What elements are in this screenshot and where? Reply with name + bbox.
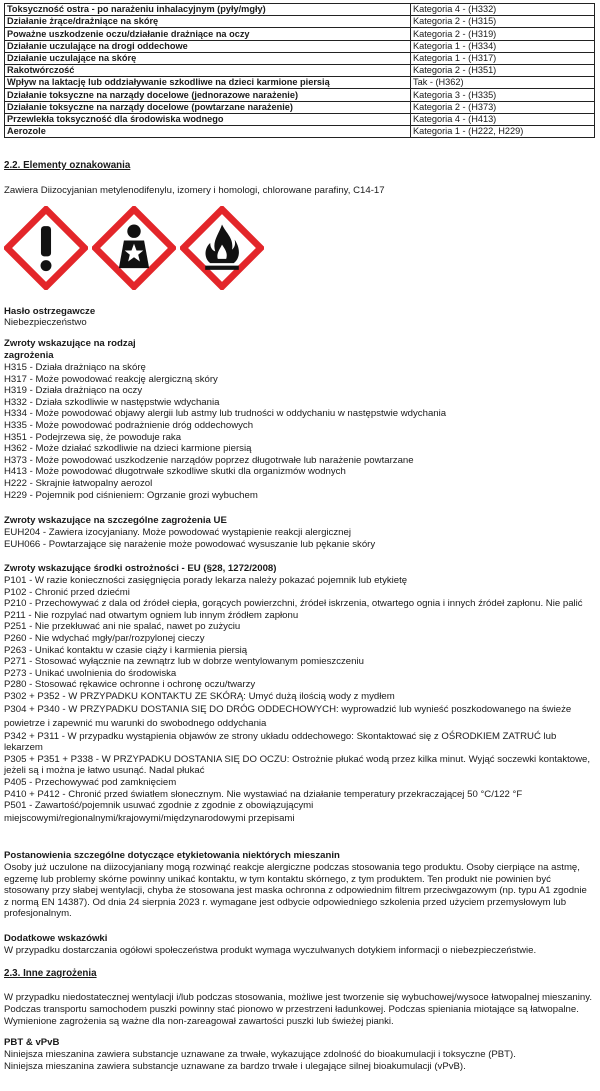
classification-row — [5, 125, 595, 137]
hazard-category-cell: Kategoria 3 - (H335) — [411, 89, 595, 101]
h-statement: H229 - Pojemnik pod ciśnieniem: Ogrzanie grozi wybuchem — [4, 489, 258, 501]
pbt-line: Niniejsza mieszanina zawiera substancje uznawane za trwałe, wykazujące zdolność do bioakumulacji i toksyczne (PBT). — [4, 1049, 516, 1060]
classification-row — [5, 28, 595, 40]
classification-row — [5, 89, 595, 101]
euh-statement: EUH066 - Powtarzające się narażenie może powodować wysuszanie lub pękanie skóry — [4, 538, 376, 550]
classification-row — [5, 113, 595, 125]
health-hazard-icon — [92, 206, 176, 290]
hazard-classification-table — [4, 3, 595, 138]
other-hazards-text: W przypadku niedostatecznej wentylacji i/lub podczas stosowania, możliwe jest tworzenie się wybuchowej/wysoce łatwopalnej mieszaniny. Podczas transportu samochodem puszki powinny stać pionowo w przestrzeni ładunkowej. Podczas spieniania miotające są łatwopalne. Wymienione zagrożenia są ważne dla non-zareagował zawartości puszki lub świeżej pianki. — [4, 992, 592, 1028]
classification-row — [5, 101, 595, 113]
hazard-category-cell: Tak - (H362) — [411, 77, 595, 89]
euh-statements-heading: Zwroty wskazujące na szczególne zagrożenia UE — [4, 515, 227, 526]
h-statement: H315 - Działa drażniąco na skórę — [4, 362, 146, 373]
section-2-2-heading: 2.2. Elementy oznakowania — [4, 160, 131, 171]
p-statement: P501 - Zawartość/pojemnik usuwać zgodnie z zgodnie z obowiązującymi miejscowymi/regionalnymi/krajowymi/międzynarodowymi przepisami — [4, 800, 314, 824]
p-statement: P302 + P352 - W PRZYPADKU KONTAKTU ZE SKÓRĄ: Umyć dużą ilością wody z mydłem — [4, 690, 395, 702]
hazard-class-cell: Poważne uszkodzenie oczu/działanie drażniące na oczy — [5, 28, 411, 40]
special-provisions-heading: Postanowienia szczególne dotyczące etykietowania niektórych mieszanin — [4, 850, 340, 861]
classification-row — [5, 52, 595, 64]
hazard-class-cell: Wpływ na laktację lub oddziaływanie szkodliwe na dzieci karmione piersią — [5, 77, 411, 89]
p-statement: P101 - W razie konieczności zasięgnięcia porady lekarza należy pokazać pojemnik lub etykietę — [4, 575, 408, 586]
hazard-class-cell: Rakotwórczość — [5, 64, 411, 76]
hazard-class-cell: Aerozole — [5, 125, 411, 137]
hazard-statements-list — [4, 362, 594, 501]
p-statement: P263 - Unikać kontaktu w czasie ciąży i karmienia piersią — [4, 644, 248, 656]
hazard-category-cell: Kategoria 2 - (H315) — [411, 16, 595, 28]
p-statement: P410 + P412 - Chronić przed światłem słonecznym. Nie wystawiać na działanie temperatury przekraczającej 50 °C/122 °F — [4, 788, 523, 800]
p-statement: P305 + P351 + P338 - W PRZYPADKU DOSTANIA SIĘ DO OCZU: Ostrożnie płukać wodą przez kilka minut. Wyjąć soczewki kontaktowe, jeżeli są i można je łatwo usunąć. Nadal płukać — [4, 753, 591, 777]
classification-row — [5, 4, 595, 16]
classification-row — [5, 40, 595, 52]
p-statement: P260 - Nie wdychać mgły/par/rozpylonej cieczy — [4, 632, 205, 644]
signal-word: Niebezpieczeństwo — [4, 317, 87, 328]
precautionary-statements-list — [4, 575, 594, 825]
special-provisions-text: Osoby już uczulone na diizocyjaniany mogą rozwinąć reakcje alergiczne podczas stosowania tego produktu. Osoby cierpiące na astmę, egzemę lub problemy skórne powinny unikać kontaktu, w tym kontaktu skórnego, z tym produktem. Ten produkt nie powinien być stosowany przy słabej wentylacji, chyba że stosowana jest maska ochronna z odpowiednim filtrem przeciwgazowym (np. typu A1 zgodnie z normą EN 14387). Od dnia 24 sierpnia 2023 r. wymagane jest odbycie odpowiedniego szkolenia przed użyciem przemysłowym lub profesjonalnym. — [4, 862, 587, 920]
hazard-statements-heading-2: zagrożenia — [4, 350, 54, 361]
classification-row — [5, 64, 595, 76]
pbt-text — [4, 1049, 594, 1074]
hazard-category-cell: Kategoria 2 - (H373) — [411, 101, 595, 113]
hazard-statements-heading-1: Zwroty wskazujące na rodzaj — [4, 338, 136, 349]
h-statement: H317 - Może powodować reakcję alergiczną skóry — [4, 373, 218, 385]
hazard-class-cell: Toksyczność ostra - po narażeniu inhalacyjnym (pyły/mgły) — [5, 4, 411, 16]
additional-info-text: W przypadku dostarczania ogółowi społeczeństwa produkt wymaga wyczulwanych dotykiem informacji o niebezpieczeństwie. — [4, 945, 537, 956]
p-statement: P210 - Przechowywać z dala od źródeł ciepła, gorących powierzchni, źródeł iskrzenia, otwartego ognia i innych źródeł zapłonu. Nie palić — [4, 598, 583, 610]
pbt-heading: PBT & vPvB — [4, 1037, 60, 1048]
hazard-category-cell: Kategoria 4 - (H332) — [411, 4, 595, 16]
h-statement: H335 - Może powodować podrażnienie dróg oddechowych — [4, 419, 254, 431]
hazard-class-cell: Działanie żrące/drażniące na skórę — [5, 16, 411, 28]
h-statement: H332 - Działa szkodliwie w następstwie wdychania — [4, 396, 220, 408]
signal-word-heading: Hasło ostrzegawcze — [4, 306, 96, 317]
hazard-category-cell: Kategoria 1 - (H334) — [411, 40, 595, 52]
hazard-category-cell: Kategoria 2 - (H319) — [411, 28, 595, 40]
pbt-line: Niniejsza mieszanina zawiera substancje uznawane za bardzo trwałe i ulegające silnej bioakumulacji (vPvB). — [4, 1061, 466, 1073]
p-statement: P271 - Stosować wyłącznie na zewnątrz lub w dobrze wentylowanym pomieszczeniu — [4, 656, 364, 668]
h-statement: H222 - Skrajnie łatwopalny aerozol — [4, 477, 153, 489]
classification-row — [5, 77, 595, 89]
p-statement: P342 + P311 - W przypadku wystąpienia objawów ze strony układu oddechowego: Skontaktować się z OŚRODKIEM ZATRUĆ lub lekarzem — [4, 730, 557, 754]
section-2-3-heading: 2.3. Inne zagrożenia — [4, 968, 97, 979]
additional-info-heading: Dodatkowe wskazówki — [4, 933, 108, 944]
h-statement: H334 - Może powodować objawy alergii lub astmy lub trudności w oddychaniu w następstwie wdychania — [4, 408, 447, 420]
h-statement: H351 - Podejrzewa się, że powoduje raka — [4, 431, 182, 443]
p-statement: P211 - Nie rozpylać nad otwartym ogniem lub innym źródłem zapłonu — [4, 609, 299, 621]
p-statement: P280 - Stosować rękawice ochronne i ochronę oczu/twarzy — [4, 679, 256, 691]
h-statement: H373 - Może powodować uszkodzenie narządów poprzez długotrwałe lub narażenie powtarzane — [4, 454, 414, 466]
hazard-class-cell: Działanie uczulające na skórę — [5, 52, 411, 64]
p-statement: P304 + P340 - W PRZYPADKU DOSTANIA SIĘ DO DRÓG ODDECHOWYCH: wyprowadzić lub wynieść poszkodowanego na świeże powietrze i zapewnić mu warunki do swobodnego oddychania — [4, 703, 572, 729]
euh-statement: EUH204 - Zawiera izocyjaniany. Może powodować wystąpienie reakcji alergicznej — [4, 527, 351, 538]
hazard-category-cell: Kategoria 1 - (H317) — [411, 52, 595, 64]
hazard-class-cell: Działanie toksyczne na narządy docelowe (jednorazowe narażenie) — [5, 89, 411, 101]
h-statement: H319 - Działa drażniąco na oczy — [4, 385, 143, 397]
hazard-class-cell: Działanie uczulające na drogi oddechowe — [5, 40, 411, 52]
flame-icon — [180, 206, 264, 290]
exclamation-mark-icon — [4, 206, 88, 290]
contains-line: Zawiera Diizocyjanian metylenodifenylu, izomery i homologi, chlorowane parafiny, C14-17 — [4, 185, 385, 196]
p-statement: P102 - Chronić przed dziećmi — [4, 586, 130, 598]
classification-row — [5, 16, 595, 28]
precautionary-statements-heading: Zwroty wskazujące środki ostrożności - EU (§28, 1272/2008) — [4, 563, 277, 574]
hazard-class-cell: Przewlekła toksyczność dla środowiska wodnego — [5, 113, 411, 125]
euh-statements-list — [4, 527, 594, 550]
hazard-category-cell: Kategoria 4 - (H413) — [411, 113, 595, 125]
h-statement: H413 - Może powodować długotrwałe szkodliwe skutki dla organizmów wodnych — [4, 466, 346, 478]
p-statement: P405 - Przechowywać pod zamknięciem — [4, 776, 177, 788]
hazard-category-cell: Kategoria 1 - (H222, H229) — [411, 125, 595, 137]
h-statement: H362 - Może działać szkodliwie na dzieci karmione piersią — [4, 443, 252, 455]
hazard-class-cell: Działanie toksyczne na narządy docelowe (powtarzane narażenie) — [5, 101, 411, 113]
hazard-category-cell: Kategoria 2 - (H351) — [411, 64, 595, 76]
p-statement: P251 - Nie przekłuwać ani nie spalać, nawet po zużyciu — [4, 621, 241, 633]
p-statement: P273 - Unikać uwolnienia do środowiska — [4, 667, 177, 679]
